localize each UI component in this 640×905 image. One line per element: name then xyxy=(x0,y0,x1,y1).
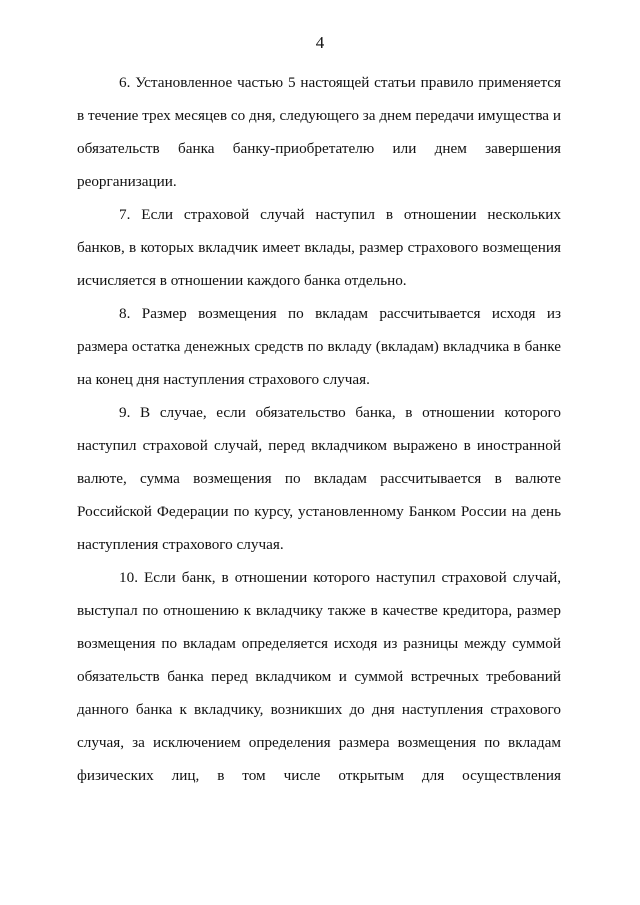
paragraph-7: 7. Если страховой случай наступил в отношении нескольких банков, в которых вкладчик имеет вклады, размер страхового возмещения исчисляется в отношении каждого банка отдельно. xyxy=(77,206,561,289)
document-body xyxy=(77,66,561,792)
paragraph-10: 10. Если банк, в отношении которого наступил страховой случай, выступал по отношению к вкладчику также в качестве кредитора, размер возмещения по вкладам определяется исходя из разницы между суммой обязательств банка перед вкладчиком и суммой встречных требований данного банка к вкладчику, возникших до дня наступления страхового случая, за исключением определения размера возмещения по вкладам физических лиц, в том числе открытым для осуществления xyxy=(77,569,561,784)
page-number: 4 xyxy=(315,33,325,52)
paragraph-8: 8. Размер возмещения по вкладам рассчитывается исходя из размера остатка денежных средств по вкладу (вкладам) вкладчика в банке на конец дня наступления страхового случая. xyxy=(77,305,561,388)
paragraph-9: 9. В случае, если обязательство банка, в отношении которого наступил страховой случай, перед вкладчиком выражено в иностранной валюте, сумма возмещения по вкладам рассчитывается в валюте Российской Федерации по курсу, установленному Банком России на день наступления страхового случая. xyxy=(77,404,561,553)
paragraph-6: 6. Установленное частью 5 настоящей статьи правило применяется в течение трех месяцев со дня, следующего за днем передачи имущества и обязательств банка банку-приобретателю или днем завершения реорганизации. xyxy=(77,74,561,190)
